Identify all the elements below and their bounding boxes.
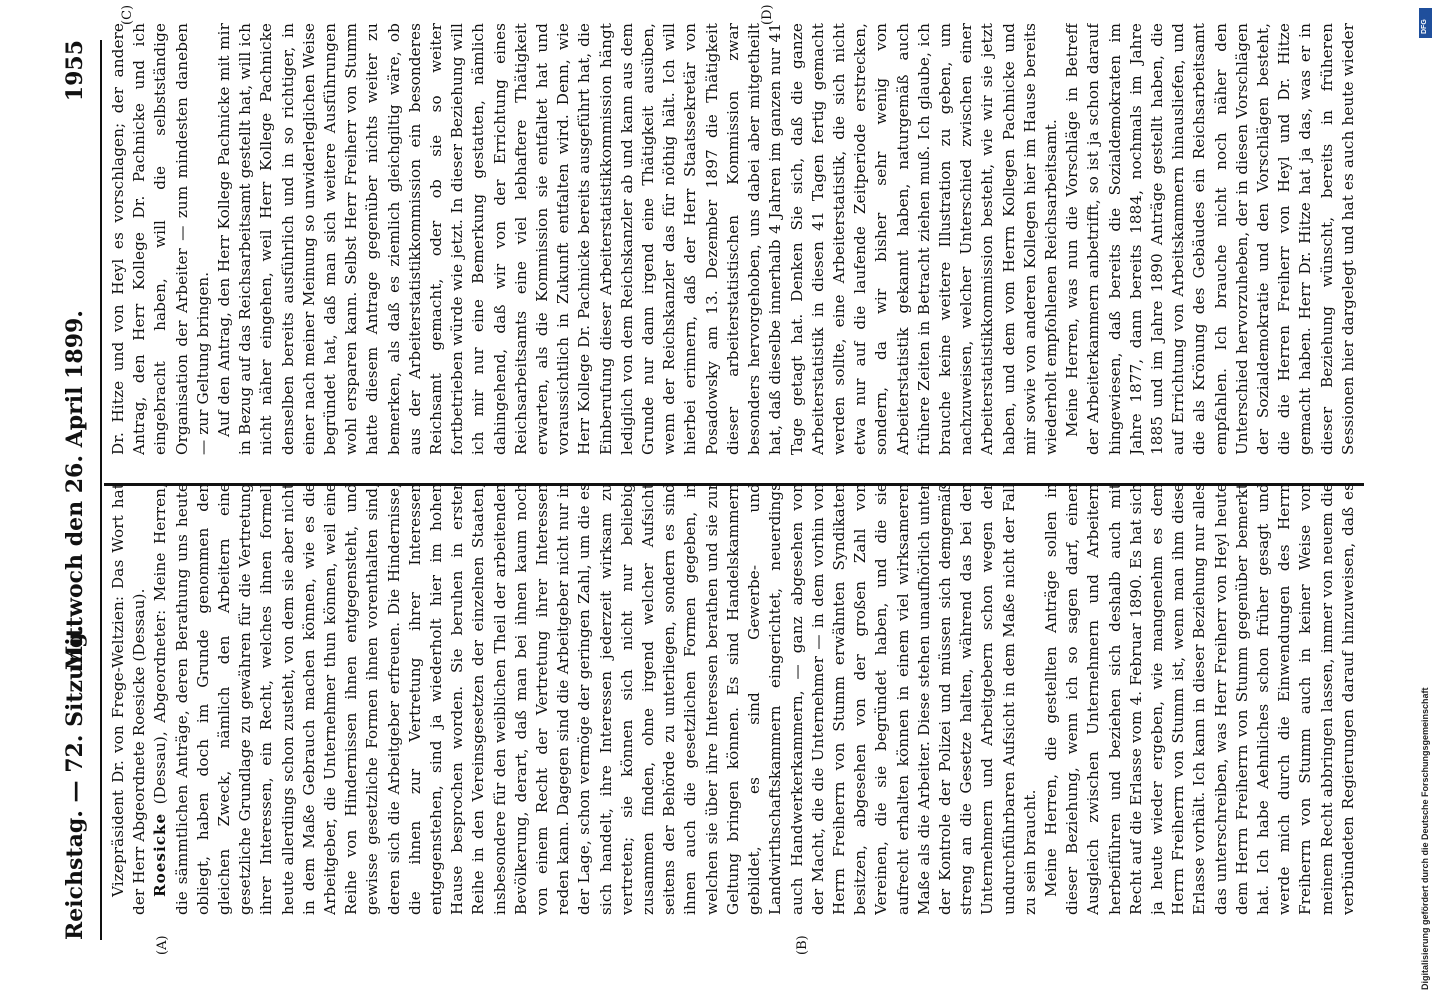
header-session: Reichstag. — 72. Sitzung. <box>62 624 88 940</box>
header-date: Mittwoch den 26. April 1899. <box>62 310 88 670</box>
header-rule <box>100 40 102 940</box>
margin-marker-d: (D) <box>760 4 775 25</box>
page-number: 1955 <box>62 40 88 102</box>
column-divider <box>104 483 1364 486</box>
dfg-logo-text: DFG <box>1421 19 1428 34</box>
left-column <box>108 483 1358 915</box>
page-header <box>62 40 96 940</box>
paragraph <box>150 483 1041 915</box>
paragraph: Auf den Antrag, den Herr Kollege Pachnicke mit mir in Bezug auf das Reichsarbeitsamt gestellt hat, will ich nicht näher eingehen, weil Herr Kollege Pachnicke denselben bereits ausführlich und in so richtiger, in einer nach meiner Meinung so unwiderleglichen Weise begründet hat, daß man sich weitere Ausführungen wohl ersparen kann. Selbst Herr Freiherr von Stumm hatte diesem Antrage gegenüber nichts weiter zu bemerken, als daß es ziemlich gleichgiltig wäre, ob aus der Arbeiterstatistikkommission ein besonderes Reichsamt gemacht, oder ob sie so weiter fortbetrieben würde wie jetzt. In dieser Beziehung will ich mir nur eine Bemerkung gestatten, nämlich dahingehend, daß wir von der Errichtung eines Reichsarbeitsamts eine viel lebhaftere Thätigkeit erwarten, als die Kommission sie entfaltet hat und voraussichtlich in Zukunft entfalten wird. Denn, wie Herr Kollege Dr. Pachnicke bereits ausgeführt hat, die Einberufung dieser Arbeiterstatistikkommission hängt lediglich von dem Reichskanzler ab und kann aus dem Grunde nur dann irgend eine Thätigkeit ausüben, wenn der Reichskanzler das für nöthig hält. Ich will hierbei erinnern, daß der Herr Staatssekretär von Posadowsky am 13. Dezember 1897 die Thätigkeit dieser arbeiterstatistischen Kommission zwar besonders hervorgehoben, uns dabei aber mitgetheilt hat, daß dieselbe innerhalb 4 Jahren im ganzen nur 41 Tage getagt hat. Denken Sie sich, daß die ganze Arbeiterstatistik in diesen 41 Tagen fertig gemacht werden sollte, eine Arbeiterstatistik, die sich nicht etwa nur auf die laufende Zeitperiode erstrecken, sondern, da wir bisher sehr wenig von Arbeiterstatistik gekannt haben, naturgemäß auch frühere Zeiten in Betracht ziehen muß. Ich glaube, ich brauche keine weitere Illustration zu geben, um nachzuweisen, welcher Unterschied zwischen einer Arbeiterstatistikkommission besteht, wie wir sie jetzt haben, und dem vom Herrn Kollegen Pachnicke und mir sowie von anderen Kollegen hier im Hause bereits wiederholt empfohlenen Reichsarbeitsamt. <box>215 23 1060 455</box>
funding-note: Digitalisierung gefördert durch die Deutsche Forschungsgemeinschaft <box>1420 687 1430 990</box>
margin-marker-c: (C) <box>120 4 135 25</box>
paragraph: Meine Herren, die gestellten Anträge sollen in dieser Beziehung, wenn ich so sagen darf, einen Ausgleich zwischen Unternehmern und Arbeitern herbeiführen und beziehen sich deshalb auch mit Recht auf die Erlasse vom 4. Februar 1890. Es hat sich ja heute wieder ergeben, wie mangenehm es dem Herrn Freiherrn von Stumm ist, wenn man ihm diese Erlasse vorhält. Ich kann in dieser Beziehung nur alles das unterschreiben, was Herr Freiherr von Heyl heute dem Herrn Freiherrn von Stumm gegenüber bemerkt hat. Ich habe Aehnliches schon früher gesagt und werde mich durch die Einwendungen des Herrn Freiherrn von Stumm auch in keiner Weise von meinem Recht abbringen lassen, immer von neuem die verbündeten Regierungen darauf hinzuweisen, daß es <box>1041 483 1357 915</box>
side-note <box>1418 0 1434 1000</box>
speaker-name: Roesicke <box>151 812 170 897</box>
paragraph-text: (Dessau), Abgeordneter: Meine Herren, die sämmtlichen Anträge, deren Berathung uns heute obliegt, haben doch im Grunde genommen den gleichen Zweck, nämlich den Arbeitern eine gesetzliche Grundlage zu gewähren für die Vertretung ihrer Interessen, ein Recht, welches ihnen formell heute allerdings schon zusteht, von dem sie aber nicht in dem Maße Gebrauch machen können, wie es die Arbeitgeber, die Unternehmer thun können, weil eine Reihe von Hindernissen ihnen entgegensteht, und gewisse gesetzliche Formen ihnen vorenthalten sind, deren sich die Arbeitgeber erfreuen. Die Hindernisse, die ihnen zur Vertretung ihrer Interessen entgegenstehen, sind ja wiederholt hier im hohen Hause besprochen worden. Sie beruhen in erster Reihe in den Vereinsgesetzen der einzelnen Staaten, insbesondere für den weiblichen Theil der arbeitenden Bevölkerung, derart, daß man bei ihnen kaum noch von einem Recht der Vertretung ihrer Interessen reden kann. Dagegen sind die Arbeitgeber nicht nur in der Lage, schon vermöge der geringen Zahl, um die es sich handelt, ihre Interessen jederzeit wirksam zu vertreten; sie können sich nicht nur beliebig zusammen finden, ohne irgend welcher Aufsicht seitens der Behörde zu unterliegen, sondern es sind ihnen auch die gesetzlichen Formen gegeben, in welchen sie über ihre Interessen berathen und sie zur Geltung bringen können. Es sind Handelskammern gebildet, es sind Gewerbe- und Landwirthschaftskammern eingerichtet, neuerdings auch Handwerkerkammern, — ganz abgesehen von der Macht, die die Unternehmer — in dem vorhin von Herrn Freiherrn von Stumm erwähnten Syndikaten besitzen, abgesehen von der großen Zahl von Vereinen, die sie begründet haben, und die sie aufrecht erhalten können in einem viel wirksameren Maße als die Arbeiter. Diese stehen unaufhörlich unter der Kontrole der Polizei und müssen sich demgemäß streng an die Gesetze halten, während das bei den Unternehmern und Arbeitgebern schon wegen der undurchführbaren Aufsicht in dem Maße nicht der Fall zu sein braucht. <box>151 483 1039 915</box>
paragraph: Dr. Hitze und von Heyl es vorschlagen; der andere Antrag, den Herr Kollege Dr. Pachnicke und ich eingebracht haben, will die selbstständige Organisation der Arbeiter — zum mindesten daneben — zur Geltung bringen. <box>109 23 212 455</box>
margin-marker-b: (B) <box>795 935 810 955</box>
right-column <box>108 23 1358 455</box>
paragraph: Meine Herren, was nun die Vorschläge in Betreff der Arbeiterkammern anbetrifft, so ist ja schon darauf hingewiesen, daß bereits die Sozialdemokraten im Jahre 1877, dann bereits 1884, nochmals im Jahre 1885 und im Jahre 1890 Anträge gestellt haben, die auf Errichtung von Arbeitskammern hinausliefen, und die als Krönung des Gebäudes ein Reichsarbeitsamt empfahlen. Ich brauche nicht noch näher den Unterschied hervorzuheben, der in diesen Vorschlägen der Sozialdemokratie und den Vorschlägen besteht, die die Herren Freiherr von Heyl und Dr. Hitze gemacht haben. Herr Dr. Hitze hat ja das, was er in dieser Beziehung wünscht, bereits in früheren Sessionen hier dargelegt und hat es auch heute wieder <box>1063 23 1357 455</box>
paragraph: Vizepräsident Dr. von Frege-Weltzien: Das Wort hat der Herr Abgeordnete Roesicke (Dessau). <box>109 483 149 915</box>
margin-marker-a: (A) <box>155 935 170 955</box>
